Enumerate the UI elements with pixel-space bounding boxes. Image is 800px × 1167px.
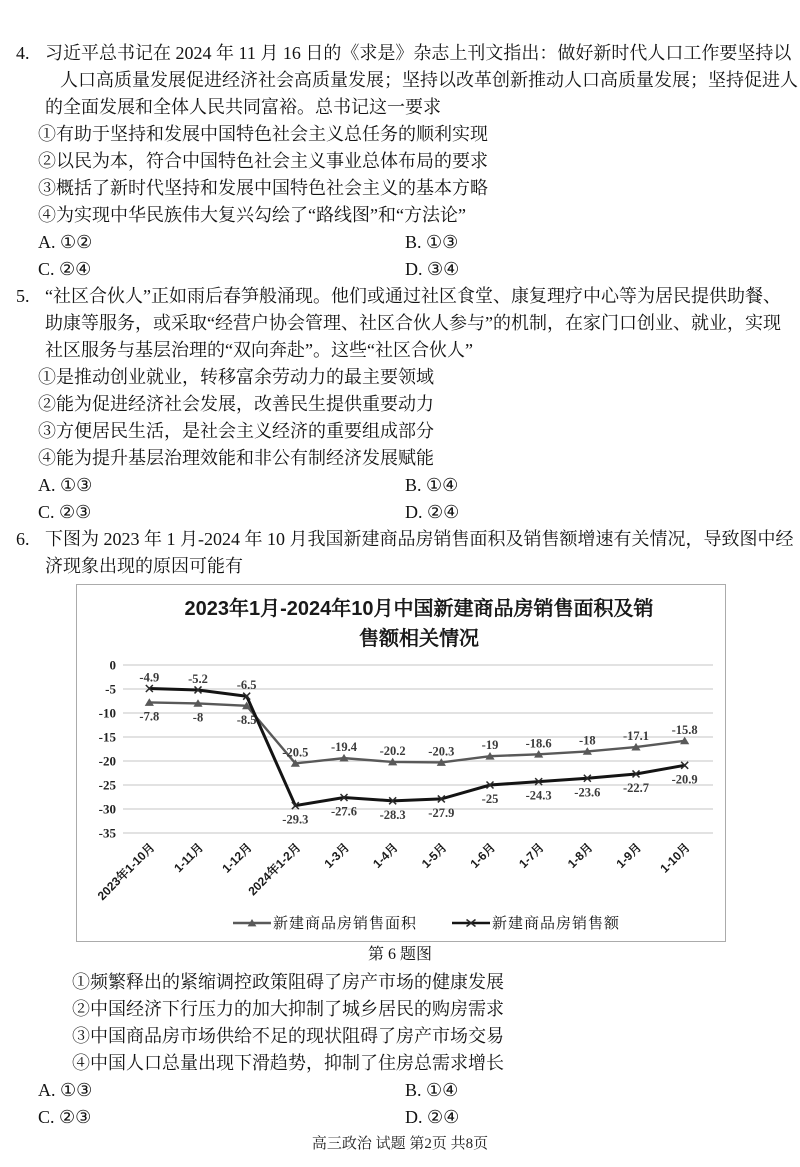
svg-text:-23.6: -23.6 [574,785,601,800]
svg-text:0: 0 [109,657,116,673]
housing-sales-chart [76,584,726,942]
question-6-option-2: ②中国经济下行压力的加大抑制了城乡居民的购房需求 [72,999,504,1019]
svg-text:1-12月: 1-12月 [219,840,255,876]
page-footer: 高三政治 试题 第2页 共8页 [311,1136,489,1152]
question-6-stem-line: 下图为 2023 年 1 月-2024 年 10 月我国新建商品房销售面积及销售额增速有关情况，导致图中经 [45,529,794,549]
question-5-choice-c: C. ②③ [38,502,92,522]
question-4-choice-d: D. ③④ [405,259,460,279]
svg-text:1-3月: 1-3月 [321,840,353,871]
svg-text:-20.5: -20.5 [282,745,309,760]
legend-item [232,912,417,933]
question-5-choice-b: B. ①④ [405,475,459,495]
svg-text:-22.7: -22.7 [622,780,650,795]
svg-text:2024年1-2月: 2024年1-2月 [245,840,304,899]
question-5-choice-a: A. ①③ [38,475,93,495]
question-4-choice-b: B. ①③ [405,232,459,252]
svg-text:-24.3: -24.3 [525,788,552,803]
chart-title-line: 2023年1月-2024年10月中国新建商品房销售面积及销 [184,598,654,620]
question-6-number: 6. [16,529,30,549]
question-6-choice-d: D. ②④ [405,1107,460,1127]
svg-text:2023年1-10月: 2023年1-10月 [94,840,158,903]
question-6-stem-line: 济现象出现的原因可能有 [45,556,243,576]
svg-text:-4.9: -4.9 [139,670,160,685]
svg-text:-35: -35 [98,825,116,841]
svg-text:-19: -19 [481,738,499,753]
svg-text:-20.9: -20.9 [671,772,698,787]
svg-text:1-5月: 1-5月 [418,840,450,871]
question-4-choice-row [38,229,800,256]
legend-label: 新建商品房销售面积 [272,915,417,932]
question-6-option-3: ③中国商品房市场供给不足的现状阻碍了房产市场交易 [72,1026,504,1046]
svg-text:1-8月: 1-8月 [564,840,596,871]
question-6-choice-b: B. ①④ [405,1080,459,1100]
svg-text:1-4月: 1-4月 [370,840,401,871]
svg-text:-27.9: -27.9 [428,805,455,820]
question-5-number: 5. [16,286,30,306]
svg-text:-19.4: -19.4 [330,740,358,755]
question-6 [0,526,800,580]
question-6-options [0,969,800,1131]
question-5-option-4: ④能为提升基层治理效能和非公有制经济发展赋能 [38,448,434,468]
svg-text:-7.8: -7.8 [139,709,160,724]
question-6-option-1: ①频繁释出的紧缩调控政策阻碍了房产市场的健康发展 [72,972,504,992]
question-5-stem-line: “社区合伙人”正如雨后春笋般涌现。他们或通过社区食堂、康复理疗中心等为居民提供助餐、 [45,286,781,306]
question-4-choice-a: A. ①② [38,232,93,252]
question-5-choice-d: D. ②④ [405,502,460,522]
svg-text:1-6月: 1-6月 [467,840,499,871]
question-4-stem-line: 人口高质量发展促进经济社会高质量发展；坚持以改革创新推动人口高质量发展；坚持促进人 [60,70,798,90]
svg-text:-18: -18 [578,733,596,748]
question-4-choice-row [38,256,800,283]
svg-text:-29.3: -29.3 [282,812,309,827]
chart-title [117,594,721,654]
svg-text:-20.3: -20.3 [428,744,455,759]
question-4-stem-line: 的全面发展和全体人民共同富裕。总书记这一要求 [45,97,441,117]
svg-text:1-7月: 1-7月 [516,840,547,871]
chart-legend [77,912,725,933]
svg-text:-20: -20 [98,753,116,769]
question-4-option-3: ③概括了新时代坚持和发展中国特色社会主义的基本方略 [38,178,488,198]
svg-text:-28.3: -28.3 [379,807,406,822]
question-4-stem-line: 习近平总书记在 2024 年 11 月 16 日的《求是》杂志上刊文指出：做好新时代人口工作要坚持以 [45,43,792,63]
question-4-choice-c: C. ②④ [38,259,92,279]
triangle-marker-line-icon [232,917,272,929]
question-4-option-4: ④为实现中华民族伟大复兴勾绘了“路线图”和“方法论” [38,205,466,225]
svg-text:-10: -10 [98,705,116,721]
svg-text:-17.1: -17.1 [622,729,650,744]
question-5-stem-line: 社区服务与基层治理的“双向奔赴”。这些“社区合伙人” [45,340,473,360]
svg-text:-15: -15 [98,729,116,745]
svg-text:1-10月: 1-10月 [657,840,693,876]
question-4-option-1: ①有助于坚持和发展中国特色社会主义总任务的顺利实现 [38,124,488,144]
svg-text:-5.2: -5.2 [188,671,208,686]
svg-text:-8: -8 [192,710,204,725]
svg-text:-20.2: -20.2 [379,743,406,758]
svg-text:-5: -5 [105,681,116,697]
question-4 [0,40,800,283]
figure-caption: 第 6 题图 [367,946,432,963]
question-6-choice-a: A. ①③ [38,1080,93,1100]
question-6-choice-row [38,1077,800,1104]
question-4-number: 4. [16,43,30,63]
svg-text:1-11月: 1-11月 [171,840,207,876]
question-6-choice-row [38,1104,800,1131]
chart-title-line: 售额相关情况 [359,628,479,650]
svg-text:-8.5: -8.5 [236,712,257,727]
svg-text:-27.6: -27.6 [330,804,358,819]
question-5-option-3: ③方便居民生活，是社会主义经济的重要组成部分 [38,421,434,441]
svg-text:-18.6: -18.6 [525,736,552,751]
question-4-option-2: ②以民为本，符合中国特色社会主义事业总体布局的要求 [38,151,488,171]
question-5-option-1: ①是推动创业就业，转移富余劳动力的最主要领域 [38,367,434,387]
x-marker-line-icon [451,917,491,929]
svg-text:-25: -25 [481,792,499,806]
question-5-choice-row [38,472,800,499]
svg-text:-25: -25 [98,777,116,793]
svg-text:-15.8: -15.8 [671,722,698,737]
legend-item [451,912,620,933]
question-5 [0,283,800,526]
question-6-option-4: ④中国人口总量出现下滑趋势，抑制了住房总需求增长 [72,1053,504,1073]
legend-label: 新建商品房销售额 [492,915,621,932]
svg-text:1-9月: 1-9月 [613,840,645,871]
sales-chart-svg [77,651,725,911]
svg-text:-6.5: -6.5 [236,678,257,693]
question-5-stem-line: 助康等服务，或采取“经营户协会管理、社区合伙人参与”的机制，在家门口创业、就业，实现 [45,313,781,333]
question-6-choice-c: C. ②③ [38,1107,92,1127]
question-5-option-2: ②能为促进经济社会发展，改善民生提供重要动力 [38,394,434,414]
svg-text:-30: -30 [98,801,116,817]
question-5-choice-row [38,499,800,526]
